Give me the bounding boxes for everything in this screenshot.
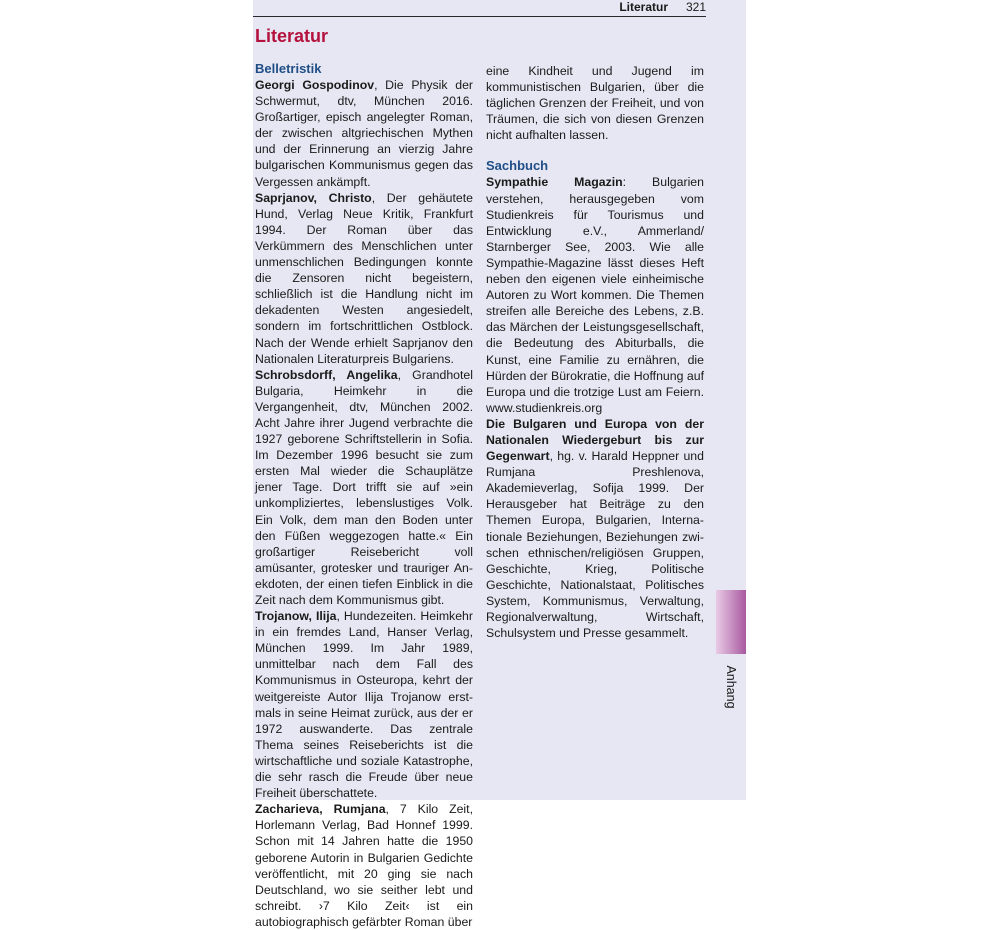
- bibliography-entry: [255, 190, 473, 367]
- bibliography-entry: [255, 367, 473, 608]
- entry-author: Schrobsdorff, Angelika: [255, 367, 398, 382]
- entry-author: Sympathie Magazin: [486, 175, 623, 190]
- bibliography-entry: [486, 416, 704, 641]
- left-column: [255, 60, 473, 930]
- chapter-tab: [716, 590, 746, 654]
- section-heading-sachbuch: Sachbuch: [486, 158, 549, 174]
- page-title: Literatur: [255, 26, 329, 46]
- entry-text: , Der gehäutete Hund, Verlag Neue Kritik, Frankfurt 1994. Der Roman über das Verkümmern des Menschlichen unter unmenschlichen Bedingungen konnte die Zensoren nicht begeistern, schließlich ist die Handlung nicht im dekadenten Westen angesiedelt, sondern im fortschrittlichen Ostblock. Nach der Wende erhielt Saprjanov den Nationalen Literaturpreis Bulgariens.: [255, 190, 473, 366]
- entry-text: , 7 Kilo Zeit, Horlemann Verlag, Bad Honnef 1999. Schon mit 14 Jahren hatte die 1950 geborene Autorin in Bulgarien Gedichte veröffentlicht, mit 20 ging sie nach Deutschland, wo sie seither lebt und schreibt. ›7 Kilo Zeit‹ ist ein autobiographisch gefärbter Roman über: [255, 802, 473, 929]
- bibliography-entry: [255, 801, 473, 930]
- chapter-tab-label: Anhang: [724, 665, 738, 709]
- entry-author: Saprjanov, Christo: [255, 190, 372, 205]
- right-column: [486, 63, 704, 641]
- bibliography-entry: [255, 77, 473, 190]
- page-number: 321: [685, 0, 706, 14]
- running-title: Literatur: [619, 0, 668, 14]
- entry-text: , Grandhotel Bulgaria, Heimkehr in die Vergangenheit, dtv, München 2002. Acht Jahre ihrer Jugend verbrachte die 1927 geborene Schriftstellerin in Sofia. Im Dezember 1996 besucht sie zum ersten Mal wieder die Schauplätze jener Tage. Dort trifft sie auf »ein unkompliziertes, lebenslustiges Volk. Ein Volk, dem man den Boden unter den Füßen weggezogen hatte.« Ein großartiger Reisebericht voll amüsanter, grotesker und trauriger Anekdoten, der einen tiefen Einblick in die Zeit nach dem Kommunismus gibt.: [255, 367, 473, 607]
- entry-text: , hg. v. Harald Heppner und Rumjana Preshlenova, Akademieverlag, Sofija 1999. Der Herausgeber hat Beiträge zu den Themen Europa, Bulgarien, Internationale Beziehungen, Beziehungen zwischen ethnischen/religiösen Gruppen, Geschichte, Krieg, Politische Geschichte, Nationalstaat, Politisches System, Kommunismus, Verwaltung, Regionalverwaltung, Wirtschaft, Schulsystem und Presse gesammelt.: [486, 449, 704, 641]
- book-page: [253, 0, 746, 929]
- entry-author: Die Bulgaren und Europa von der Nationalen Wiedergeburt bis zur Gegenwart: [486, 416, 704, 464]
- entry-text: : Bulgarien verstehen, herausgegeben vom Studienkreis für Tourismus und Entwicklung e.V., Ammerland/ Starnberger See, 2003. Wie alle Sympathie-Magazine lässt dieses Heft neben den eigenen viele einheimische Autoren zu Wort kommen. Die Themen streifen alle Bereiche des Lebens, z.B. das Märchen der Leistungsgesellschaft, die Bedeutung des Abiturballs, die Kunst, eine Familie zu ernähren, die Hürden der Bürokratie, die Hoffnung auf Europa und die trotzige Lust am Feiern. www.studienkreis.org: [486, 175, 704, 415]
- bibliography-entry: [255, 608, 473, 801]
- entry-text: , Hundezeiten. Heimkehr in ein fremdes Land, Hanser Verlag, München 1999. Im Jahr 1989, unmittelbar nach dem Fall des Kommunismus in Osteuropa, kehrt der weitgereiste Autor Ilija Trojanow erstmals in seine Heimat zurück, aus der er 1972 auswanderte. Das zentrale Thema seines Reiseberichts ist die wirtschaftliche und soziale Katastrophe, die sehr rasch die Freude über neue Freiheit überschattete.: [255, 609, 473, 801]
- entry-author: Trojanow, Ilija: [255, 609, 337, 624]
- entry-author: Zacharieva, Rumjana: [255, 802, 386, 817]
- entry-continuation: eine Kindheit und Jugend im kommunistischen Bulgarien, über die täglichen Grenzen der Freiheit, und von Träumen, die sich von diesen Grenzen nicht aufhalten lassen.: [486, 64, 704, 143]
- running-header: [253, 0, 706, 17]
- entry-text: , Die Physik der Schwermut, dtv, München 2016. Großartiger, episch angelegter Roman, der zwischen altgriechischen Mythen und der Erinnerung an vierzig Jahre bulgarischen Kommunismus gegen das Vergessen ankämpft.: [255, 78, 474, 189]
- bibliography-entry: [486, 174, 704, 415]
- entry-author: Georgi Gospodinov: [255, 78, 375, 92]
- section-heading-belletristik: Belletristik: [255, 61, 322, 76]
